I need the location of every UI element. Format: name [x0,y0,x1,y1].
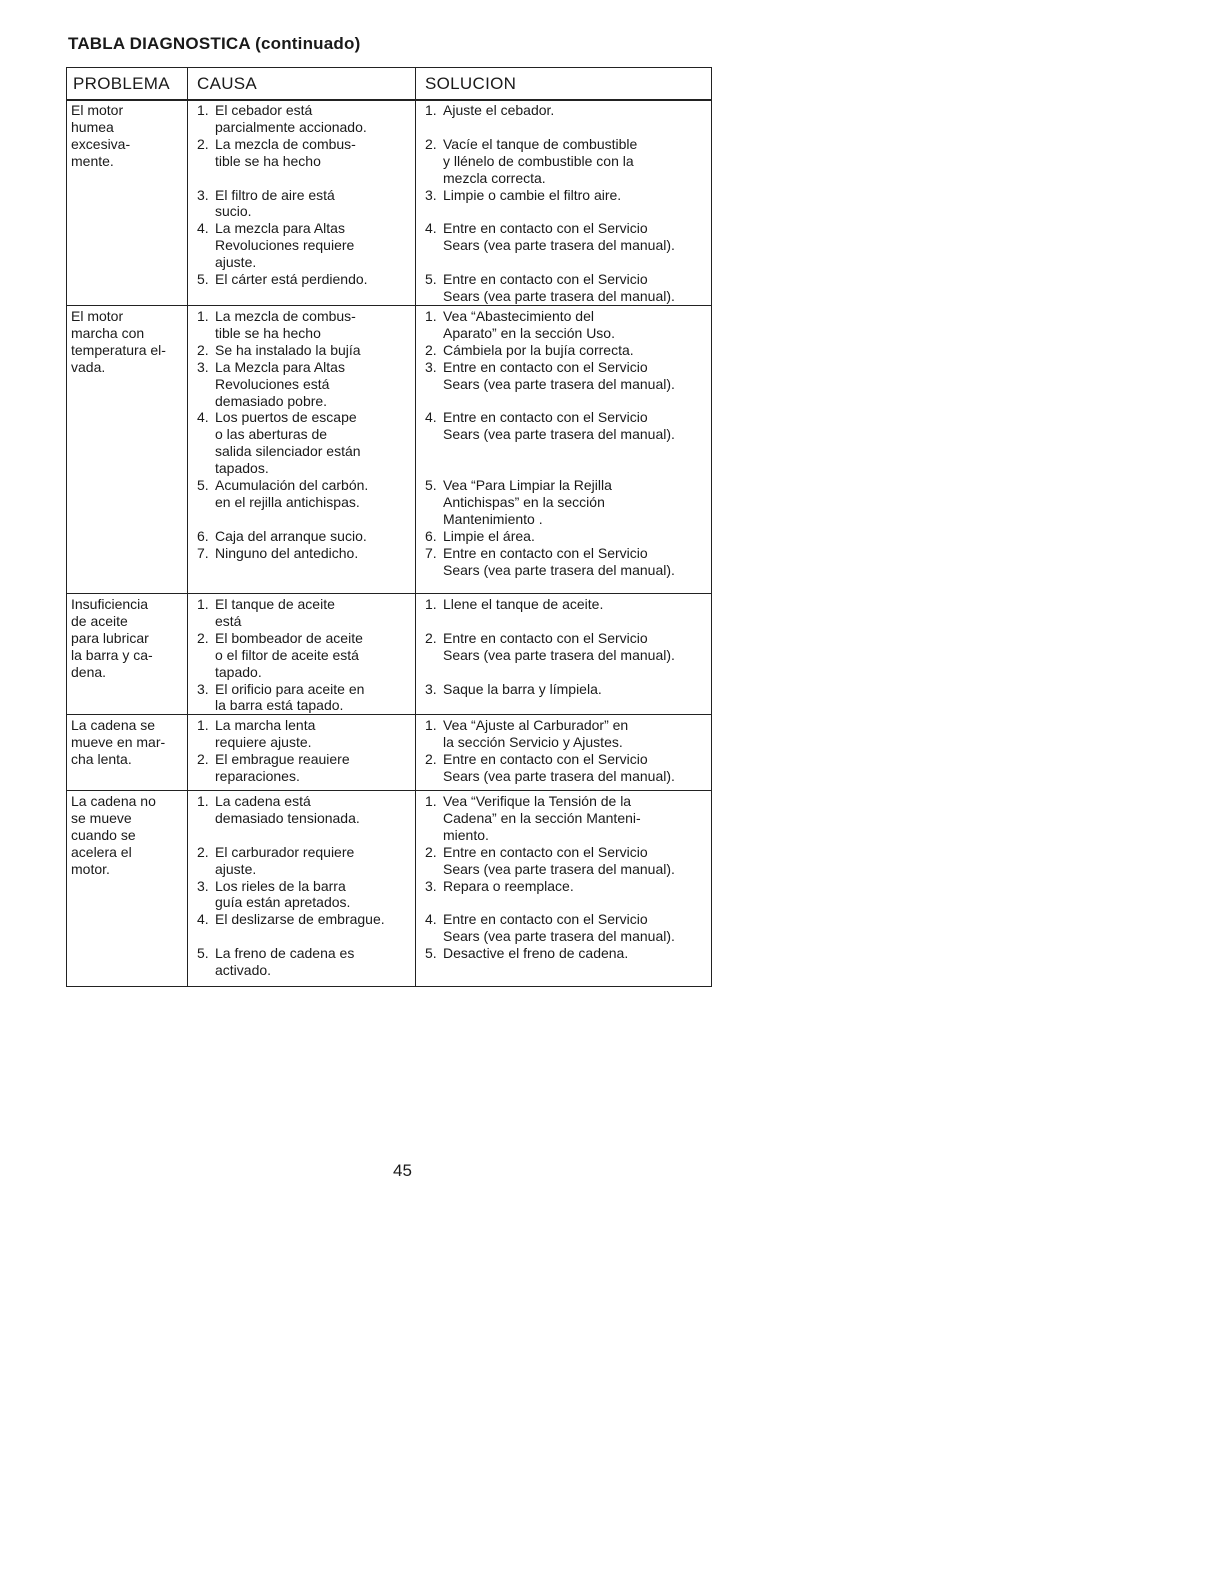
item-line: activado. [215,962,272,979]
item-number: 3. [197,186,209,203]
column-divider [187,68,188,986]
problema-cell [71,308,183,376]
causa-item [193,136,415,170]
item-number: 5. [425,945,437,962]
spacer [421,664,713,681]
item-line: guía están apretados. [215,894,351,911]
diagnostic-table [66,67,712,987]
item-line: La freno de cadena es [215,945,355,962]
problema-cell [71,596,183,681]
solucion-item [421,681,713,698]
problema-line: de aceite [71,612,128,629]
item-line: reparaciones. [215,767,300,784]
item-line: en el rejilla antichispas. [215,493,360,510]
item-line: tapado. [215,663,262,680]
problema-line: La cadena se [71,717,156,733]
item-line: El embrague reauiere [215,750,350,767]
solucion-item [421,528,713,545]
solucion-item [421,308,713,342]
problema-line: cuando se [71,826,136,843]
spacer [421,203,713,220]
item-number: 2. [197,341,209,358]
item-number: 2. [425,341,437,358]
solucion-item [421,220,713,254]
solucion-item [421,596,713,613]
causa-item [193,878,415,912]
solucion-item [421,717,713,751]
item-line: o las aberturas de [215,426,328,443]
item-number: 3. [425,358,437,375]
item-number: 3. [197,877,209,894]
spacer [421,393,713,410]
item-line: salida silenciador están [215,443,361,460]
item-line: El cárter está perdiendo. [215,271,368,288]
problema-line: para lubricar [71,629,149,646]
item-number: 4. [197,911,209,928]
spacer [193,170,415,187]
item-line: Entre en contacto con el Servicio [443,220,648,237]
causa-item [193,308,415,342]
solucion-cell [421,717,713,785]
causa-item [193,271,415,288]
item-number: 2. [197,629,209,646]
solucion-cell [421,793,713,962]
solucion-item [421,187,713,204]
solucion-item [421,751,713,785]
item-number: 7. [197,544,209,561]
item-line: Entre en contacto con el Servicio [443,750,648,767]
solucion-item [421,409,713,443]
item-line: Entre en contacto con el Servicio [443,629,648,646]
item-line: La mezcla para Altas [215,220,345,237]
item-line: Vea “Abastecimiento del [443,308,594,324]
causa-item [193,342,415,359]
item-line: Limpie o cambie el filtro aire. [443,186,622,203]
item-line: Desactive el freno de cadena. [443,945,629,962]
item-line: demasiado pobre. [215,392,328,409]
item-line: Sears (vea parte trasera del manual). [443,375,675,392]
causa-cell [193,793,415,979]
item-number: 1. [425,102,437,118]
solucion-item [421,945,713,962]
problema-line: vada. [71,358,106,375]
item-number: 1. [425,717,437,733]
item-line: Entre en contacto con el Servicio [443,843,648,860]
item-number: 5. [197,945,209,962]
problema-line: mueve en mar- [71,733,166,750]
item-line: El bombeador de aceite [215,629,363,646]
solucion-item [421,477,713,528]
problema-line: mente. [71,152,114,169]
item-number: 2. [197,750,209,767]
item-line: El filtro de aire está [215,186,335,203]
causa-item [193,220,415,271]
problema-cell [71,717,183,768]
item-number: 7. [425,544,437,561]
item-number: 2. [425,135,437,152]
causa-cell [193,102,415,288]
item-line: Limpie el área. [443,527,535,544]
problema-cell [71,102,183,170]
causa-item [193,717,415,751]
item-number: 3. [425,680,437,697]
item-line: Saque la barra y límpiela. [443,680,602,697]
causa-item [193,681,415,715]
item-line: Aparato” en la sección Uso. [443,324,615,341]
item-line: Sears (vea parte trasera del manual). [443,928,675,945]
header-divider [67,99,711,101]
causa-item [193,102,415,136]
solucion-cell [421,596,713,697]
item-line: miento. [443,826,489,843]
problema-line: humea [71,118,114,135]
item-number: 1. [197,102,209,118]
item-line: Revoluciones está [215,375,330,392]
problema-line: temperatura el- [71,341,166,358]
item-number: 2. [425,750,437,767]
item-number: 4. [425,220,437,237]
causa-item [193,844,415,878]
item-line: la sección Servicio y Ajustes. [443,733,623,750]
item-number: 4. [197,409,209,426]
item-line: Acumulación del carbón. [215,477,369,494]
causa-item [193,793,415,827]
header-solucion: SOLUCION [425,74,517,93]
item-line: ajuste. [215,254,257,271]
solucion-item [421,102,713,119]
item-number: 5. [425,271,437,288]
item-line: tapados. [215,460,269,477]
item-line: Cámbiela por la bujía correcta. [443,341,634,358]
problema-line: dena. [71,663,107,680]
item-line: la barra está tapado. [215,697,344,714]
solucion-item [421,359,713,393]
item-number: 4. [425,911,437,928]
spacer [421,254,713,271]
item-line: Caja del arranque sucio. [215,527,367,544]
item-line: La mezcla de combus- [215,308,356,324]
item-line: sucio. [215,203,252,220]
causa-item [193,477,415,511]
header-problema: PROBLEMA [73,74,170,93]
item-number: 1. [197,308,209,324]
row-divider [67,790,711,791]
causa-cell [193,596,415,714]
spacer [421,119,713,136]
item-number: 2. [197,135,209,152]
spacer [193,928,415,945]
item-number: 1. [425,793,437,809]
item-line: mezcla correcta. [443,169,546,186]
header-causa: CAUSA [197,74,258,93]
item-line: Sears (vea parte trasera del manual). [443,426,675,443]
solucion-item [421,911,713,945]
causa-item [193,596,415,630]
item-number: 2. [197,843,209,860]
item-line: Entre en contacto con el Servicio [443,544,648,561]
item-line: Entre en contacto con el Servicio [443,409,648,426]
item-number: 1. [197,596,209,612]
causa-item [193,359,415,410]
item-line: Mantenimiento . [443,510,543,527]
item-line: La marcha lenta [215,717,316,733]
solucion-item [421,342,713,359]
item-line: requiere ajuste. [215,733,312,750]
item-number: 1. [197,717,209,733]
problema-line: cha lenta. [71,750,132,767]
item-number: 3. [425,186,437,203]
problema-line: la barra y ca- [71,646,153,663]
item-number: 3. [197,358,209,375]
item-number: 4. [197,220,209,237]
solucion-cell [421,308,713,578]
causa-cell [193,308,415,562]
item-number: 2. [425,629,437,646]
item-line: Ninguno del antedicho. [215,544,359,561]
causa-item [193,528,415,545]
spacer [421,894,713,911]
item-line: tible se ha hecho [215,152,321,169]
solucion-item [421,545,713,579]
item-number: 6. [425,527,437,544]
problema-line: Insuficiencia [71,596,149,612]
column-divider [415,68,416,986]
problema-line: motor. [71,860,110,877]
item-number: 3. [197,680,209,697]
causa-item [193,911,415,928]
solucion-item [421,630,713,664]
item-line: Sears (vea parte trasera del manual). [443,767,675,784]
item-number: 5. [425,477,437,494]
item-line: parcialmente accionado. [215,118,367,135]
spacer [421,460,713,477]
causa-item [193,945,415,979]
item-line: El tanque de aceite [215,596,335,612]
item-number: 2. [425,843,437,860]
item-number: 1. [197,793,209,809]
row-divider [67,593,711,594]
item-line: o el filtor de aceite está [215,646,359,663]
item-line: Sears (vea parte trasera del manual). [443,646,675,663]
item-line: demasiado tensionada. [215,809,360,826]
item-line: Sears (vea parte trasera del manual). [443,561,675,578]
item-line: La cadena está [215,793,311,809]
spacer [421,613,713,630]
problema-line: marcha con [71,324,145,341]
causa-item [193,409,415,477]
solucion-item [421,271,713,305]
item-line: Se ha instalado la bujía [215,341,361,358]
item-line: Llene el tanque de aceite. [443,596,604,612]
item-line: Vea “Para Limpiar la Rejilla [443,477,612,494]
solucion-item [421,136,713,187]
causa-item [193,545,415,562]
item-line: El orificio para aceite en [215,680,365,697]
item-line: Los puertos de escape [215,409,357,426]
item-line: Entre en contacto con el Servicio [443,911,648,928]
item-number: 5. [197,477,209,494]
item-number: 6. [197,527,209,544]
causa-cell [193,717,415,785]
item-line: Vea “Verifique la Tensión de la [443,793,632,809]
problema-cell [71,793,183,878]
row-divider [67,305,711,306]
item-number: 1. [425,596,437,612]
problema-line: El motor [71,102,124,118]
item-line: El carburador requiere [215,843,355,860]
item-line: La Mezcla para Altas [215,358,345,375]
solucion-item [421,844,713,878]
item-line: ajuste. [215,860,257,877]
page-number: 45 [393,1161,412,1180]
spacer [193,511,415,528]
item-line: tible se ha hecho [215,324,321,341]
item-line: Cadena” en la sección Manteni- [443,809,641,826]
item-number: 5. [197,271,209,288]
item-line: La mezcla de combus- [215,135,356,152]
problema-line: se mueve [71,809,132,826]
solucion-item [421,878,713,895]
item-line: Repara o reemplace. [443,877,574,894]
item-line: y llénelo de combustible con la [443,152,634,169]
solucion-cell [421,102,713,305]
spacer [193,827,415,844]
item-number: 4. [425,409,437,426]
item-line: Sears (vea parte trasera del manual). [443,237,675,254]
item-line: Entre en contacto con el Servicio [443,271,648,288]
causa-item [193,187,415,221]
item-line: Ajuste el cebador. [443,102,555,118]
item-line: Entre en contacto con el Servicio [443,358,648,375]
causa-item [193,751,415,785]
solucion-item [421,793,713,844]
problema-line: acelera el [71,843,132,860]
item-line: El deslizarse de embrague. [215,911,385,928]
problema-line: El motor [71,308,124,324]
item-line: Antichispas” en la sección [443,493,605,510]
problema-line: excesiva- [71,135,131,152]
item-line: Vea “Ajuste al Carburador” en [443,717,629,733]
item-line: El cebador está [215,102,313,118]
item-number: 1. [425,308,437,324]
item-line: Sears (vea parte trasera del manual). [443,860,675,877]
item-line: Sears (vea parte trasera del manual). [443,287,675,304]
item-line: Revoluciones requiere [215,237,355,254]
item-line: Vacíe el tanque de combustible [443,135,638,152]
spacer [421,443,713,460]
item-line: Los rieles de la barra [215,877,346,894]
problema-line: La cadena no [71,793,156,809]
item-line: está [215,612,242,629]
page-title: TABLA DIAGNOSTICA (continuado) [68,34,361,53]
item-number: 3. [425,877,437,894]
causa-item [193,630,415,681]
